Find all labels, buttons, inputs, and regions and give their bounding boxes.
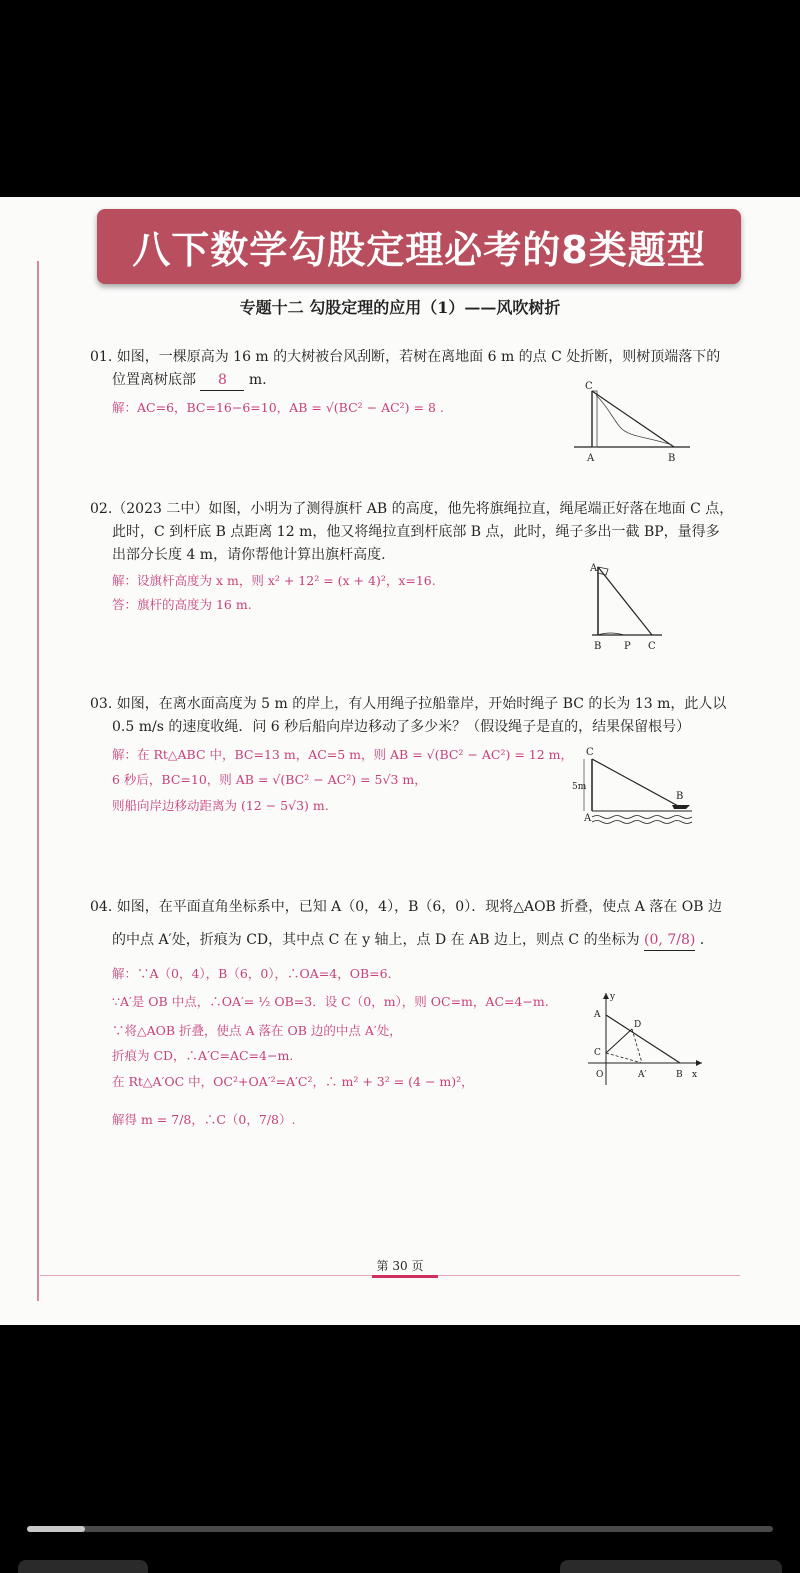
page-number-accent	[372, 1275, 438, 1278]
q2-solution-2: 答：旗杆的高度为 16 m.	[112, 597, 252, 612]
q2-line1: 02.（2023 二中）如图，小明为了测得旗杆 AB 的高度，他先将旗绳拉直，绳尾端正好落在地面 C 点，	[90, 501, 734, 517]
q3-solution-1: 解：在 Rt△ABC 中，BC=13 m，AC=5 m，则 AB = √(BC² − AC²) = 12 m，	[112, 747, 574, 762]
q4-label-x: x	[692, 1070, 698, 1080]
page-number: 第 30 页	[376, 1259, 424, 1273]
q1-label-a: A	[587, 453, 595, 464]
q4-answer-blank: (0, 7/8)	[644, 930, 695, 951]
q1-answer-blank: 8	[200, 370, 244, 391]
margin-rule	[37, 261, 39, 1301]
q2-label-b: B	[594, 641, 602, 652]
q2-label-p: P	[624, 641, 631, 652]
q1-line1: 01. 如图，一棵原高为 16 m 的大树被台风刮断，若树在离地面 6 m 的点 C 处折断，则树顶端落下的	[90, 349, 721, 365]
q3-solution-3: 则船向岸边移动距离为 (12 − 5√3) m.	[112, 798, 329, 813]
q4-coordinate-figure	[584, 989, 708, 1089]
q2-solution-1: 解：设旗杆高度为 x m，则 x² + 12² = (x + 4)²，x=16.	[112, 573, 436, 588]
q3-line1: 03. 如图，在离水面高度为 5 m 的岸上，有人用绳子拉船靠岸，开始时绳子 BC 的长为 13 m，此人以	[90, 696, 727, 712]
video-progress-track[interactable]	[27, 1526, 773, 1532]
title-banner: 八下数学勾股定理必考的8类题型	[97, 209, 741, 284]
q3-solution-2: 6 秒后，BC=10，则 AB = √(BC² − AC²) = 5√3 m，	[112, 772, 427, 787]
q4-line2-end: .	[699, 932, 705, 948]
q1-tree-figure	[568, 379, 700, 465]
q4-label-o: O	[596, 1070, 604, 1080]
q4-label-b: B	[676, 1070, 683, 1080]
q4-label-y: y	[610, 992, 616, 1002]
q2-label-a: A	[590, 563, 598, 574]
q4-label-a: A	[594, 1010, 601, 1020]
q2-flagpole-figure	[584, 559, 674, 655]
video-progress-thumb[interactable]	[27, 1526, 85, 1532]
q1-line2-post: m.	[248, 372, 267, 388]
q2-label-c: C	[648, 641, 656, 652]
q4-solution-3: ∵将△AOB 折叠，使点 A 落在 OB 边的中点 A′处，	[112, 1023, 402, 1038]
q3-label-5m: 5m	[572, 782, 587, 792]
q1-line2-pre: 位置离树底部	[112, 372, 196, 388]
q4-label-c: C	[594, 1048, 601, 1058]
q3-label-b: B	[676, 791, 684, 802]
q3-label-a: A	[584, 813, 592, 824]
q1-solution: 解：AC=6，BC=16−6=10，AB = √(BC² − AC²) = 8 .	[112, 400, 444, 415]
bottom-bar-left	[18, 1560, 148, 1573]
q2-line2: 此时，C 到杆底 B 点距离 12 m，他又将绳拉直到杆底部 B 点，此时，绳子多出一截 BP，量得多	[112, 524, 720, 540]
q4-solution-6: 解得 m = 7/8，∴C（0，7/8）.	[112, 1112, 296, 1127]
q4-solution-5: 在 Rt△A′OC 中，OC²+OA′²=A′C²，∴ m² + 3² = (4 − m)²，	[112, 1074, 474, 1089]
q3-line2: 0.5 m/s 的速度收绳．问 6 秒后船向岸边移动了多少米？（假设绳子是直的，结果保留根号）	[112, 719, 691, 735]
q4-solution-4: 折痕为 CD，∴A′C=AC=4−m.	[112, 1048, 294, 1063]
q4-line1: 04. 如图，在平面直角坐标系中，已知 A（0，4），B（6，0）．现将△AOB 折叠，使点 A 落在 OB 边	[90, 899, 722, 915]
q4-label-d: D	[634, 1020, 642, 1030]
document-page	[0, 197, 800, 1325]
q3-boat-figure	[572, 745, 708, 829]
q2-line3: 出部分长度 4 m，请你帮他计算出旗杆高度.	[112, 547, 386, 563]
topic-subtitle: 专题十二 勾股定理的应用（1）——风吹树折	[239, 298, 561, 317]
q3-label-c: C	[586, 747, 594, 758]
q4-line2	[112, 930, 704, 951]
bottom-bar-right	[560, 1560, 782, 1573]
q1-line2	[112, 370, 267, 391]
q4-line2-text: 的中点 A′处，折痕为 CD，其中点 C 在 y 轴上，点 D 在 AB 边上，则点 C 的坐标为	[112, 932, 640, 948]
q1-label-c: C	[585, 381, 593, 392]
q4-solution-2: ∵A′是 OB 中点，∴OA′= ½ OB=3．设 C（0，m），则 OC=m，AC=4−m.	[112, 994, 549, 1009]
q1-label-b: B	[668, 453, 676, 464]
q4-label-a-prime: A′	[638, 1070, 647, 1080]
q4-solution-1: 解：∵A（0，4），B（6，0），∴OA=4，OB=6.	[112, 966, 392, 981]
